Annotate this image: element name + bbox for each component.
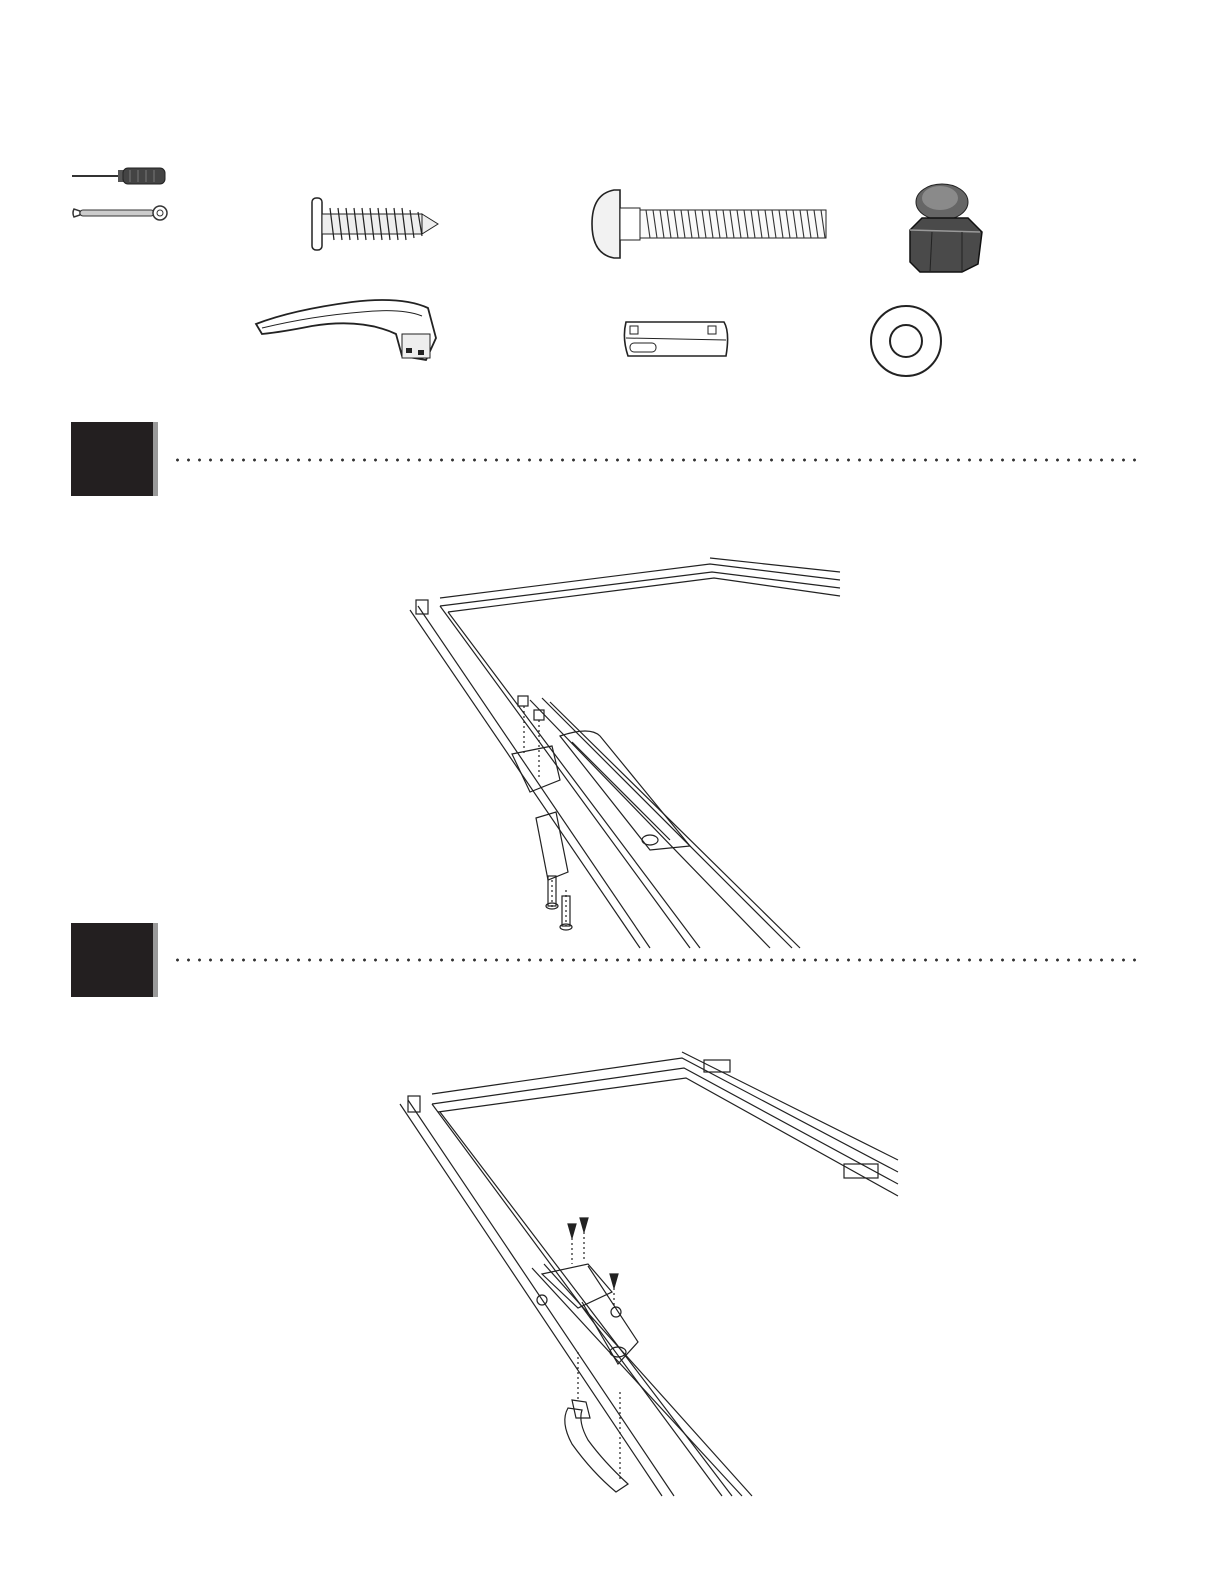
step-1-divider <box>172 458 1144 462</box>
screwdriver-icon <box>70 164 170 188</box>
hex-nut-icon <box>902 180 986 276</box>
step-2-marker <box>71 923 153 997</box>
bracket-plate-icon <box>620 318 732 360</box>
step-1-marker <box>71 422 153 496</box>
flat-washer-icon <box>868 303 944 379</box>
carriage-bolt-icon <box>590 186 830 262</box>
door-handle-icon <box>252 290 442 370</box>
wrench-icon <box>70 202 170 224</box>
door-frame-bracket-assembly <box>400 550 844 950</box>
step-2-divider <box>172 958 1144 962</box>
door-handle-installation <box>392 1052 902 1498</box>
self-tapping-screw-icon <box>308 194 440 254</box>
